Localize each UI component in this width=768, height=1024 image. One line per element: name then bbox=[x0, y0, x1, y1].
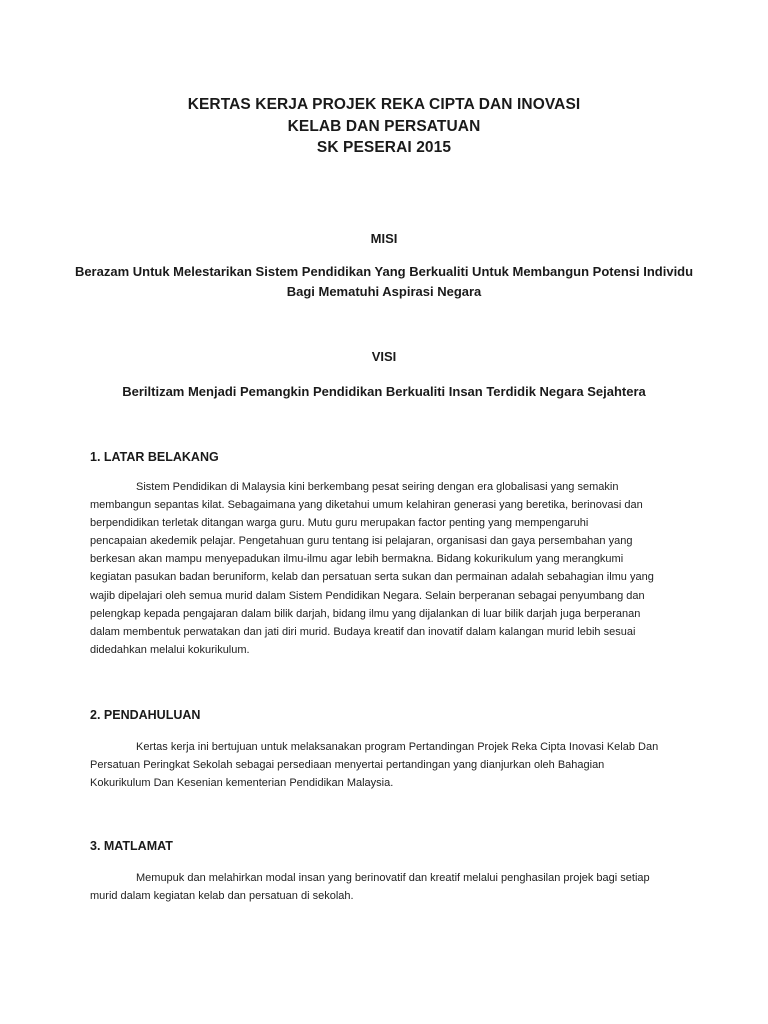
paragraph-line: kegiatan pasukan badan beruniform, kelab dan persatuan serta sukan dan permainan adalah sebahagian ilmu yang bbox=[90, 571, 654, 584]
paragraph-line: dalam membentuk perwatakan dan jati diri murid. Budaya kreatif dan inovatif dalam kalangan murid lebih sesuai bbox=[90, 625, 636, 638]
paragraph-line: didedahkan melalui kokurikulum. bbox=[90, 643, 250, 656]
visi-heading: VISI bbox=[371, 349, 397, 364]
section-heading-pendahuluan: 2. PENDAHULUAN bbox=[90, 708, 201, 722]
paragraph-line: Persatuan Peringkat Sekolah sebagai persediaan menyertai pertandingan yang dianjurkan oleh Bahagian bbox=[90, 759, 605, 772]
paragraph-line: berpendidikan terletak ditangan warga guru. Mutu guru merupakan factor penting yang mempengaruhi bbox=[90, 517, 589, 530]
misi-heading: MISI bbox=[370, 231, 398, 246]
document-title bbox=[0, 94, 768, 159]
section-body-matlamat bbox=[90, 869, 682, 905]
section-heading-latar-belakang: 1. LATAR BELAKANG bbox=[90, 450, 219, 464]
paragraph-line: Sistem Pendidikan di Malaysia kini berkembang pesat seiring dengan era globalisasi yang semakin bbox=[136, 481, 619, 493]
paragraph-line: murid dalam kegiatan kelab dan persatuan di sekolah. bbox=[90, 890, 354, 903]
title-line-3: SK PESERAI 2015 bbox=[316, 139, 452, 156]
paragraph-line: Memupuk dan melahirkan modal insan yang berinovatif dan kreatif melalui penghasilan projek bagi setiap bbox=[136, 872, 650, 884]
section-body-latar-belakang bbox=[90, 478, 682, 659]
section-heading-matlamat: 3. MATLAMAT bbox=[90, 839, 173, 853]
misi-line-2: Bagi Mematuhi Aspirasi Negara bbox=[286, 284, 482, 299]
paragraph-line: Kertas kerja ini bertujuan untuk melaksanakan program Pertandingan Projek Reka Cipta Inovasi Kelab Dan bbox=[136, 741, 659, 753]
visi-text: Beriltizam Menjadi Pemangkin Pendidikan Berkualiti Insan Terdidik Negara Sejahtera bbox=[122, 384, 646, 399]
section-body-pendahuluan bbox=[90, 738, 682, 792]
title-line-2: KELAB DAN PERSATUAN bbox=[287, 117, 481, 135]
paragraph-line: Kokurikulum Dan Kesenian kementerian Pendidikan Malaysia. bbox=[90, 777, 394, 790]
paragraph-line: wajib dipelajari oleh semua murid dalam Sistem Pendidikan Negara. Selain berperanan sebagai penyumbang dan bbox=[90, 589, 645, 602]
misi-text bbox=[0, 262, 768, 302]
paragraph-line: pelengkap kepada pengajaran dalam bilik darjah, bidang ilmu yang dijalankan di luar bilik darjah juga berperanan bbox=[90, 607, 641, 620]
title-line-1: KERTAS KERJA PROJEK REKA CIPTA DAN INOVASI bbox=[187, 96, 581, 113]
misi-line-1: Berazam Untuk Melestarikan Sistem Pendidikan Yang Berkualiti Untuk Membangun Potensi Individu bbox=[74, 264, 694, 279]
paragraph-line: membangun sepantas kilat. Sebagaimana yang diketahui umum kelahiran generasi yang beretika, berinovasi dan bbox=[90, 499, 643, 512]
paragraph-line: berkesan akan mampu menyepadukan ilmu-ilmu agar lebih bermakna. Bidang kokurikulum yang merangkumi bbox=[90, 553, 624, 566]
paragraph-line: pencapaian akedemik pelajar. Pengetahuan guru tentang isi pelajaran, organisasi dan gaya persembahan yang bbox=[90, 535, 633, 548]
